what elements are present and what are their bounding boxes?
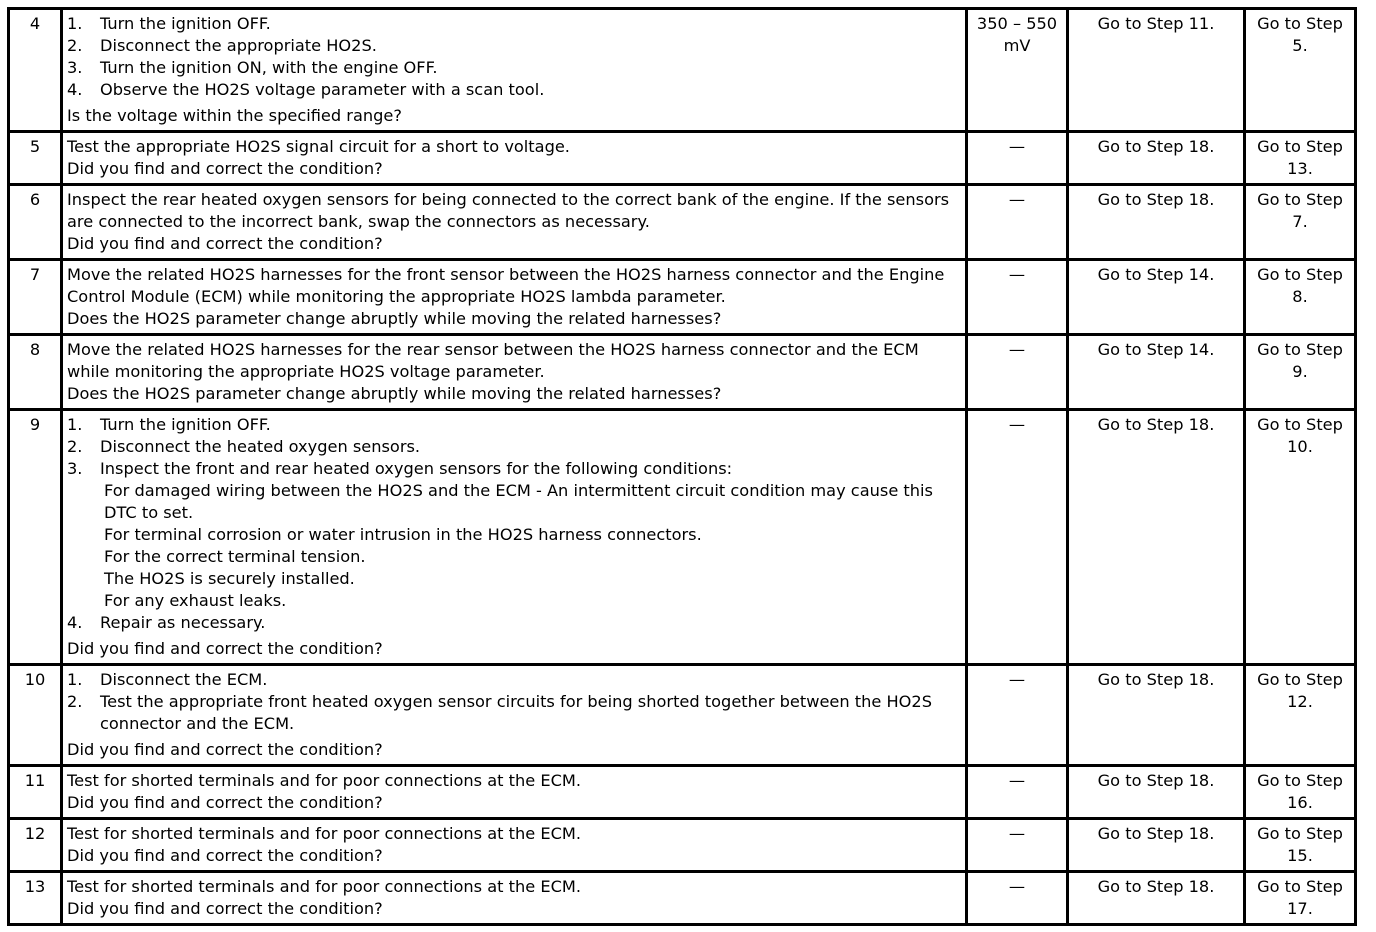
condition-item: The HO2S is securely installed. (104, 569, 355, 588)
yes-cell: Go to Step 18. (1068, 132, 1245, 185)
action-cell (62, 335, 967, 410)
step-question: Did you find and correct the condition? (67, 846, 383, 865)
action-text: Test the appropriate HO2S signal circuit for a short to voltage. (67, 137, 570, 156)
no-cell: Go to Step 13. (1245, 132, 1356, 185)
value-cell: — (967, 335, 1068, 410)
yes-cell: Go to Step 14. (1068, 335, 1245, 410)
value-cell: 350 – 550 mV (967, 9, 1068, 132)
table-row (9, 872, 1356, 925)
no-cell: Go to Step 8. (1245, 260, 1356, 335)
table-row (9, 185, 1356, 260)
action-text: Test for shorted terminals and for poor connections at the ECM. (67, 771, 582, 790)
value-cell: — (967, 766, 1068, 819)
step-question: Did you find and correct the condition? (67, 740, 383, 759)
table-row (9, 819, 1356, 872)
action-item: 1. Disconnect the ECM. (67, 670, 268, 689)
value-cell: — (967, 410, 1068, 665)
step-question: Did you find and correct the condition? (67, 234, 383, 253)
yes-cell: Go to Step 18. (1068, 872, 1245, 925)
no-cell: Go to Step 9. (1245, 335, 1356, 410)
action-text: Test for shorted terminals and for poor connections at the ECM. (67, 877, 582, 896)
action-item: 1. Turn the ignition OFF. (67, 14, 271, 33)
value-cell: — (967, 185, 1068, 260)
action-cell (62, 766, 967, 819)
step-number: 5 (9, 132, 62, 185)
no-cell: Go to Step 15. (1245, 819, 1356, 872)
value-cell: — (967, 665, 1068, 766)
value-cell: — (967, 260, 1068, 335)
step-number: 12 (9, 819, 62, 872)
action-item: 3. Turn the ignition ON, with the engine OFF. (67, 58, 438, 77)
step-number: 7 (9, 260, 62, 335)
step-question: Does the HO2S parameter change abruptly while moving the related harnesses? (67, 384, 722, 403)
step-number: 13 (9, 872, 62, 925)
table-row (9, 335, 1356, 410)
yes-cell: Go to Step 18. (1068, 410, 1245, 665)
step-question: Is the voltage within the specified range? (67, 106, 402, 125)
action-text: Inspect the rear heated oxygen sensors for being connected to the correct bank of the engine. If the sensors are connected to the incorrect bank, swap the connectors as necessary. (67, 190, 950, 231)
yes-cell: Go to Step 18. (1068, 185, 1245, 260)
action-item: 4. Repair as necessary. (67, 613, 266, 632)
no-cell: Go to Step 12. (1245, 665, 1356, 766)
step-number: 11 (9, 766, 62, 819)
action-cell (62, 872, 967, 925)
action-cell (62, 665, 967, 766)
action-item: 3. Inspect the front and rear heated oxygen sensors for the following conditions: For damaged wiring between the HO2S and the ECM - An intermittent circuit condition may cause this DTC to set. For terminal corrosion or water intrusion in the HO2S harness connectors. For the correct terminal tension. The HO2S is securely installed. For any exhaust leaks. (67, 458, 961, 612)
condition-item: For terminal corrosion or water intrusion in the HO2S harness connectors. (104, 525, 702, 544)
step-question: Did you find and correct the condition? (67, 639, 383, 658)
action-cell (62, 185, 967, 260)
no-cell: Go to Step 5. (1245, 9, 1356, 132)
no-cell: Go to Step 16. (1245, 766, 1356, 819)
step-number: 6 (9, 185, 62, 260)
action-text: Move the related HO2S harnesses for the front sensor between the HO2S harness connector and the Engine Control Module (ECM) while monitoring the appropriate HO2S lambda parameter. (67, 265, 945, 306)
condition-item: For damaged wiring between the HO2S and the ECM - An intermittent circuit condition may cause this DTC to set. (104, 481, 933, 522)
table-row (9, 410, 1356, 665)
action-item: 2. Test the appropriate front heated oxygen sensor circuits for being shorted together between the HO2S connector and the ECM. (67, 692, 932, 733)
step-question: Did you find and correct the condition? (67, 899, 383, 918)
no-cell: Go to Step 10. (1245, 410, 1356, 665)
action-cell (62, 132, 967, 185)
table-row (9, 766, 1356, 819)
step-number: 10 (9, 665, 62, 766)
action-item: 2. Disconnect the heated oxygen sensors. (67, 437, 421, 456)
yes-cell: Go to Step 11. (1068, 9, 1245, 132)
condition-list (100, 480, 961, 612)
action-item: 1. Turn the ignition OFF. (67, 415, 271, 434)
value-cell: — (967, 872, 1068, 925)
step-number: 4 (9, 9, 62, 132)
action-cell (62, 9, 967, 132)
step-number: 8 (9, 335, 62, 410)
condition-item: For any exhaust leaks. (104, 591, 287, 610)
yes-cell: Go to Step 18. (1068, 766, 1245, 819)
step-number: 9 (9, 410, 62, 665)
action-cell (62, 819, 967, 872)
action-text: Move the related HO2S harnesses for the rear sensor between the HO2S harness connector and the ECM while monitoring the appropriate HO2S voltage parameter. (67, 340, 919, 381)
action-cell (62, 410, 967, 665)
value-cell: — (967, 819, 1068, 872)
action-item: 4. Observe the HO2S voltage parameter with a scan tool. (67, 80, 545, 99)
action-text: Test for shorted terminals and for poor connections at the ECM. (67, 824, 582, 843)
yes-cell: Go to Step 18. (1068, 665, 1245, 766)
table-row (9, 665, 1356, 766)
condition-item: For the correct terminal tension. (104, 547, 366, 566)
action-cell (62, 260, 967, 335)
yes-cell: Go to Step 18. (1068, 819, 1245, 872)
table-row (9, 260, 1356, 335)
action-item: 2. Disconnect the appropriate HO2S. (67, 36, 377, 55)
table-row (9, 132, 1356, 185)
value-cell: — (967, 132, 1068, 185)
table-row (9, 9, 1356, 132)
step-question: Did you find and correct the condition? (67, 793, 383, 812)
no-cell: Go to Step 7. (1245, 185, 1356, 260)
diagnostic-steps-table (7, 7, 1357, 926)
yes-cell: Go to Step 14. (1068, 260, 1245, 335)
step-question: Does the HO2S parameter change abruptly while moving the related harnesses? (67, 309, 722, 328)
step-question: Did you find and correct the condition? (67, 159, 383, 178)
no-cell: Go to Step 17. (1245, 872, 1356, 925)
